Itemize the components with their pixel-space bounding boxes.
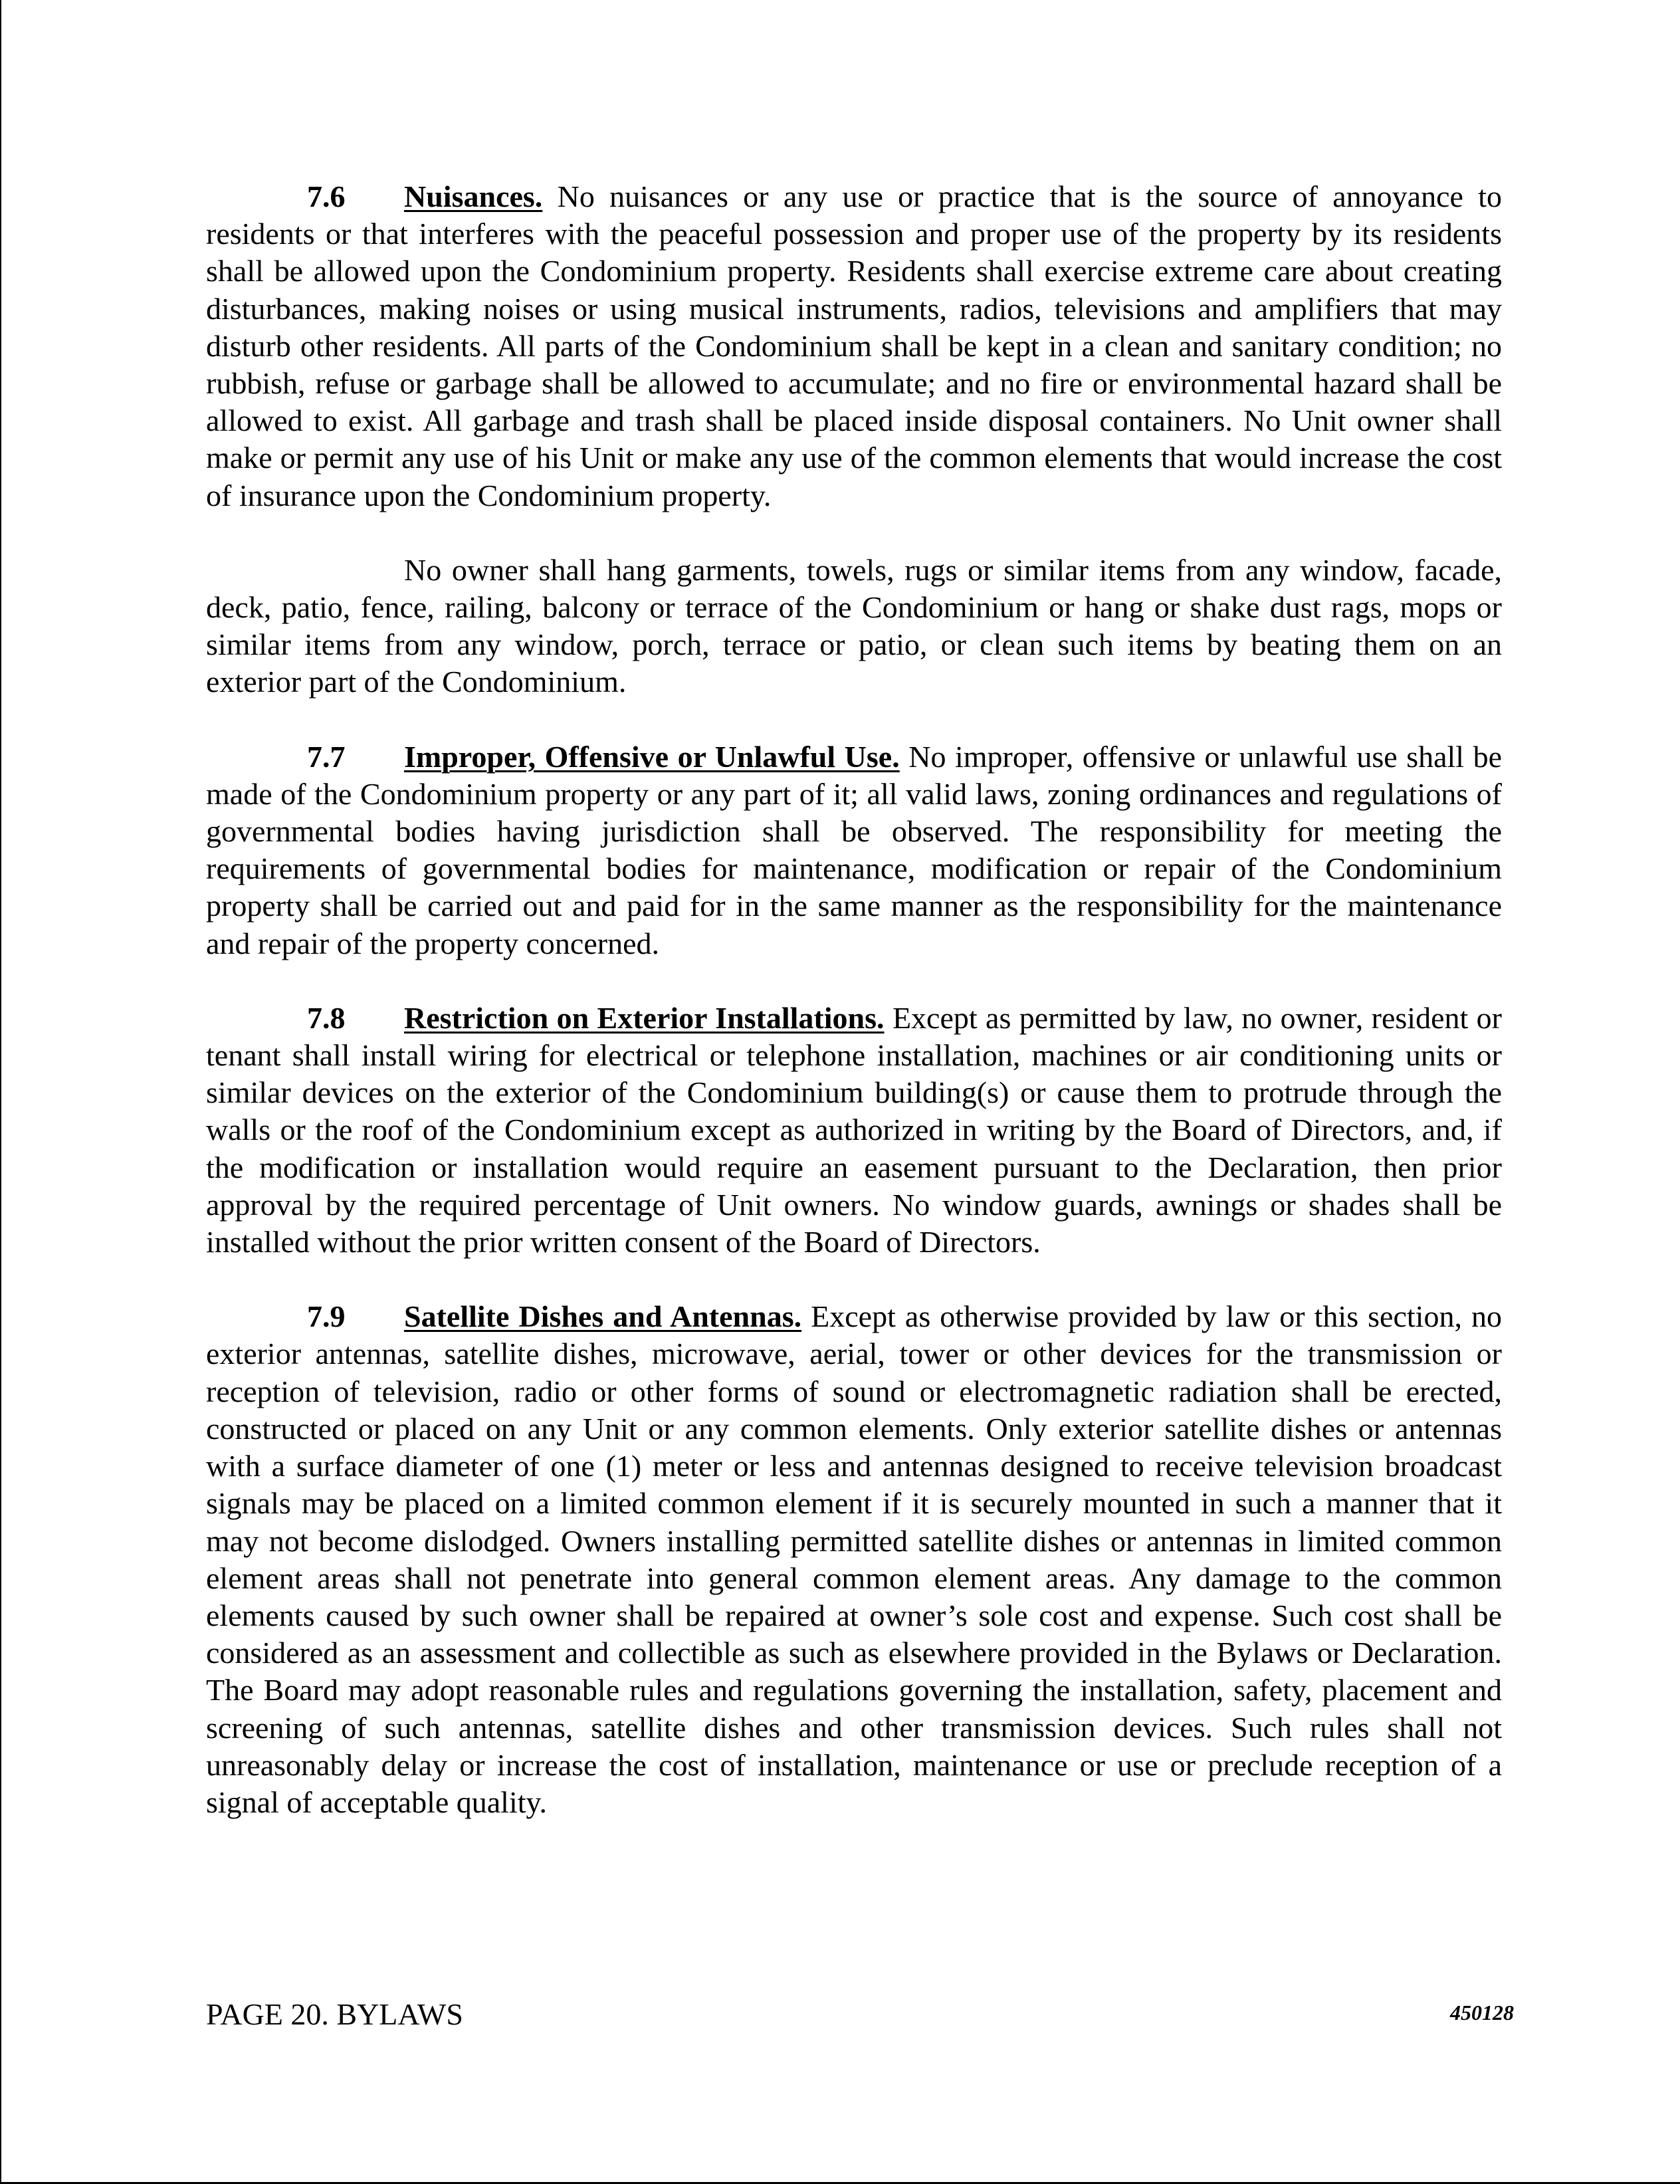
section-number: 7.6 <box>307 179 346 213</box>
section-number: 7.7 <box>307 739 346 774</box>
section-7-6 <box>206 178 1502 514</box>
section-7-6-continuation <box>206 552 1502 701</box>
section-heading: Improper, Offensive or Unlawful Use. <box>404 739 900 774</box>
section-heading: Nuisances. <box>404 179 543 213</box>
section-text: No improper, offensive or unlawful use shall be made of the Condominium property or any part of it; all valid laws, zoning ordinances and regulations of governmental bodies having jurisdiction shall be observed. The responsibility for meeting the requirements of governmental bodies for maintenance, modification or repair of the Condominium property shall be carried out and paid for in the same manner as the responsibility for the maintenance and repair of the property concerned. <box>206 739 1503 960</box>
document-body <box>206 178 1502 1858</box>
section-text: Except as permitted by law, no owner, resident or tenant shall install wiring for electrical or telephone installation, machines or air conditioning units or similar devices on the exterior of the Condominium building(s) or cause them to protrude through the walls or the roof of the Condominium except as authorized in writing by the Board of Directors, and, if the modification or installation would require an easement pursuant to the Declaration, then prior approval by the required percentage of Unit owners. No window guards, awnings or shades shall be installed without the prior written consent of the Board of Directors. <box>206 1000 1502 1259</box>
section-text: No owner shall hang garments, towels, rugs or similar items from any window, facade, deck, patio, fence, railing, balcony or terrace of the Condominium or hang or shake dust rags, mops or similar items from any window, porch, terrace or patio, or clean such items by beating them on an exterior part of the Condominium. <box>206 552 1502 699</box>
section-number: 7.8 <box>307 1000 346 1035</box>
footer-page-label: PAGE 20. BYLAWS <box>206 1997 463 2031</box>
footer-doc-number: 450128 <box>1450 2001 1514 2024</box>
section-7-9 <box>206 1298 1502 1821</box>
section-number: 7.9 <box>307 1299 346 1334</box>
section-text: Except as otherwise provided by law or this section, no exterior antennas, satellite dishes, microwave, aerial, tower or other devices for the transmission or reception of television, radio or other forms of sound or electromagnetic radiation shall be erected, constructed or placed on any Unit or any common elements. Only exterior satellite dishes or antennas with a surface diameter of one (1) meter or less and antennas designed to receive television broadcast signals may be placed on a limited common element if it is securely mounted in such a manner that it may not become dislodged. Owners installing permitted satellite dishes or antennas in limited common element areas shall not penetrate into general common element areas. Any damage to the common elements caused by such owner shall be repaired at owner’s sole cost and expense. Such cost shall be considered as an assessment and collectible as such as elsewhere provided in the Bylaws or Declaration. The Board may adopt reasonable rules and regulations governing the installation, safety, placement and screening of such antennas, satellite dishes and other transmission devices. Such rules shall not unreasonably delay or increase the cost of installation, maintenance or use or preclude reception of a signal of acceptable quality. <box>206 1299 1503 1819</box>
section-heading: Restriction on Exterior Installations. <box>404 1000 885 1035</box>
section-text: No nuisances or any use or practice that is the source of annoyance to residents or that interferes with the peaceful possession and proper use of the property by its residents shall be allowed upon the Condominium property. Residents shall exercise extreme care about creating disturbances, making noises or using musical instruments, radios, televisions and amplifiers that may disturb other residents. All parts of the Condominium shall be kept in a clean and sanitary condition; no rubbish, refuse or garbage shall be allowed to accumulate; and no fire or environmental hazard shall be allowed to exist. All garbage and trash shall be placed inside disposal containers. No Unit owner shall make or permit any use of his Unit or make any use of the common elements that would increase the cost of insurance upon the Condominium property. <box>206 179 1503 512</box>
section-heading: Satellite Dishes and Antennas. <box>404 1299 802 1334</box>
section-7-7 <box>206 738 1502 962</box>
section-7-8 <box>206 1000 1502 1261</box>
